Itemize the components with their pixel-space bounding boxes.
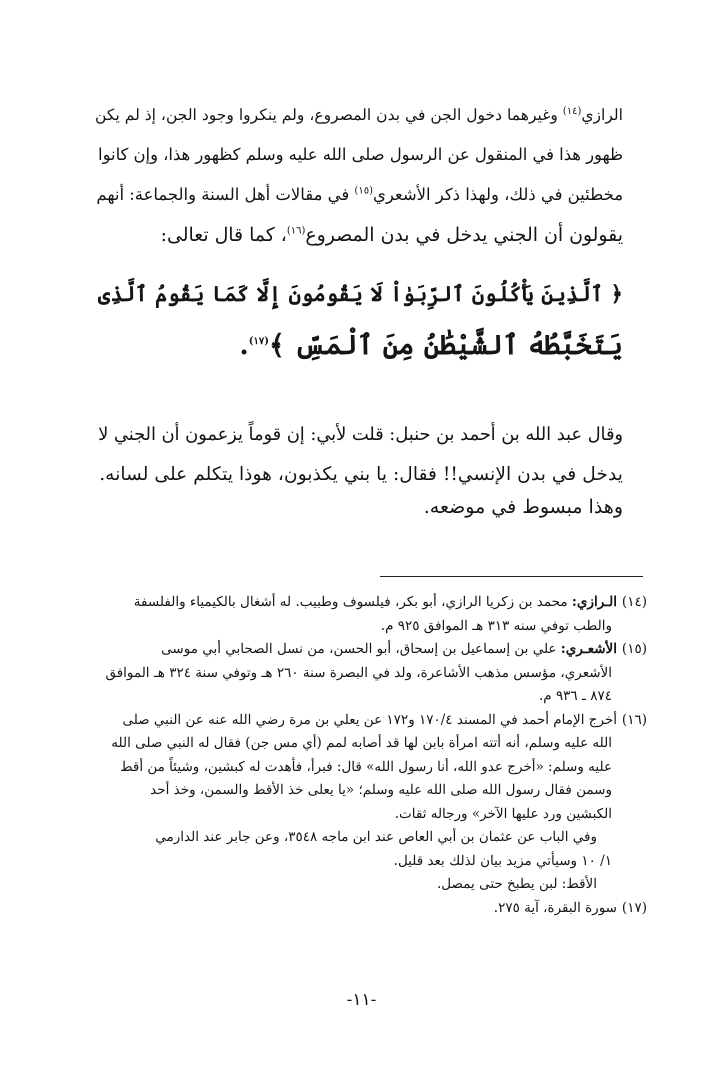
text-line: الأقط: لبن يطبخ حتى يمصل. (437, 876, 597, 892)
footnote-ref-15: (١٥) (354, 185, 373, 197)
page-number: -١١- (346, 990, 377, 1010)
footnote-number: (١٤) (621, 594, 647, 610)
footnote-15: (١٥)الأشعـري: علي بن إسماعيل بن إسحاق، أبو الحسن، من نسل الصحابي أبي موسى (105, 638, 647, 662)
verse-line: يَتَخَبَّطُهُ ٱلشَّيْطَٰنُ مِنَ ٱلْمَسِّ ﴾$^{(١٧)}$. (239, 330, 623, 361)
footnote-term: الأشعـري: (560, 641, 617, 657)
body-paragraph-2 (98, 415, 623, 527)
footnote-ref-16: (١٦) (286, 225, 306, 237)
footnote-number: (١٧) (621, 899, 647, 916)
footnote-term: الـرازي: (571, 594, 617, 610)
text-line: ١/ ١٠ وسيأتي مزيد بيان لذلك بعد قليل. (393, 852, 612, 869)
quran-verse (98, 268, 623, 372)
text-line: مخطئين في ذلك، ولهذا ذكر الأشعري$^{(١٥)}$ في مقالات أهل السنة والجماعة: أنهم (96, 185, 623, 204)
footnotes (105, 591, 647, 920)
text-line: الأشعري، مؤسس مذهب الأشاعرة، ولد في البصرة سنة ٢٦٠ هـ وتوفي سنة ٣٢٤ هـ الموافق (105, 664, 612, 681)
footnote-ref-14: (١٤) (562, 105, 582, 117)
text-line: عليه وسلم: «أخرج عدو الله، أنا رسول الله» قال: فبرأ، فأهدت له كبشين، وشيئاً من أقط (120, 758, 612, 775)
footnote-17: (١٧)سورة البقرة، آية ٢٧٥. (105, 897, 647, 921)
text-line: الكبشين ورد عليها الآخر» ورجاله ثقات. (394, 805, 612, 822)
text-line: ٨٧٤ ـ ٩٣٦ م. (538, 688, 612, 704)
text-line: وفي الباب عن عثمان بن أبي العاص عند ابن ماجه ٣٥٤٨، وعن جابر عند الدارمي (155, 829, 597, 845)
text-line: ظهور هذا في المنقول عن الرسول صلى الله عليه وسلم كظهور هذا، وإن كانوا (98, 145, 623, 164)
footnote-number: (١٥) (621, 641, 647, 657)
text-line: يقولون أن الجني يدخل في بدن المصروع$^{(١٦)}$، كما قال تعالى: (160, 224, 623, 246)
body-paragraph-1 (95, 95, 623, 255)
text-line: الرازي$^{(١٤)}$ وغيرهما دخول الجن في بدن المصروع، ولم ينكروا وجود الجن، إذ لم يكن (95, 105, 623, 124)
verse-line: ﴿ ٱلَّذِينَ يَأْكُلُونَ ٱلرِّبَوٰاْ لَا يَقُومُونَ إِلَّا كَمَا يَقُومُ ٱلَّذِى (98, 281, 623, 306)
footnote-14: (١٤)الـرازي: محمد بن زكريا الرازي، أبو بكر، فيلسوف وطبيب. له أشغال بالكيمياء والفلسفة (105, 591, 647, 615)
footnote-16: (١٦)أخرج الإمام أحمد في المسند ١٧٠/٤ و١٧٢ عن يعلي بن مرة رضي الله عنه عن النبي صلى (105, 709, 647, 733)
text-line: الله عليه وسلم، أنه أتته امرأة بابن لها قد أصابه لمم (أي مس جن) فقال له النبي صلى الله (111, 735, 612, 751)
footnote-ref-17: (١٧) (248, 336, 269, 347)
footnote-number: (١٦) (621, 711, 647, 728)
text-line: وسمن فقال رسول الله صلى الله عليه وسلم؛ «يا يعلى خذ الأقط والسمن، وخذ أحد (150, 782, 612, 798)
text-line: وهذا مبسوط في موضعه. (423, 496, 623, 518)
text-line: يدخل في بدن الإنسي!! فقال: يا بني يكذبون، هوذا يتكلم على لسانه. (99, 464, 623, 485)
text-line: وقال عبد الله بن أحمد بن حنبل: قلت لأبي: إن قوماً يزعمون أن الجني لا (98, 425, 623, 445)
text-line: والطب توفي سنه ٣١٣ هـ الموافق ٩٢٥ م. (380, 617, 612, 634)
footnote-separator (380, 576, 643, 577)
